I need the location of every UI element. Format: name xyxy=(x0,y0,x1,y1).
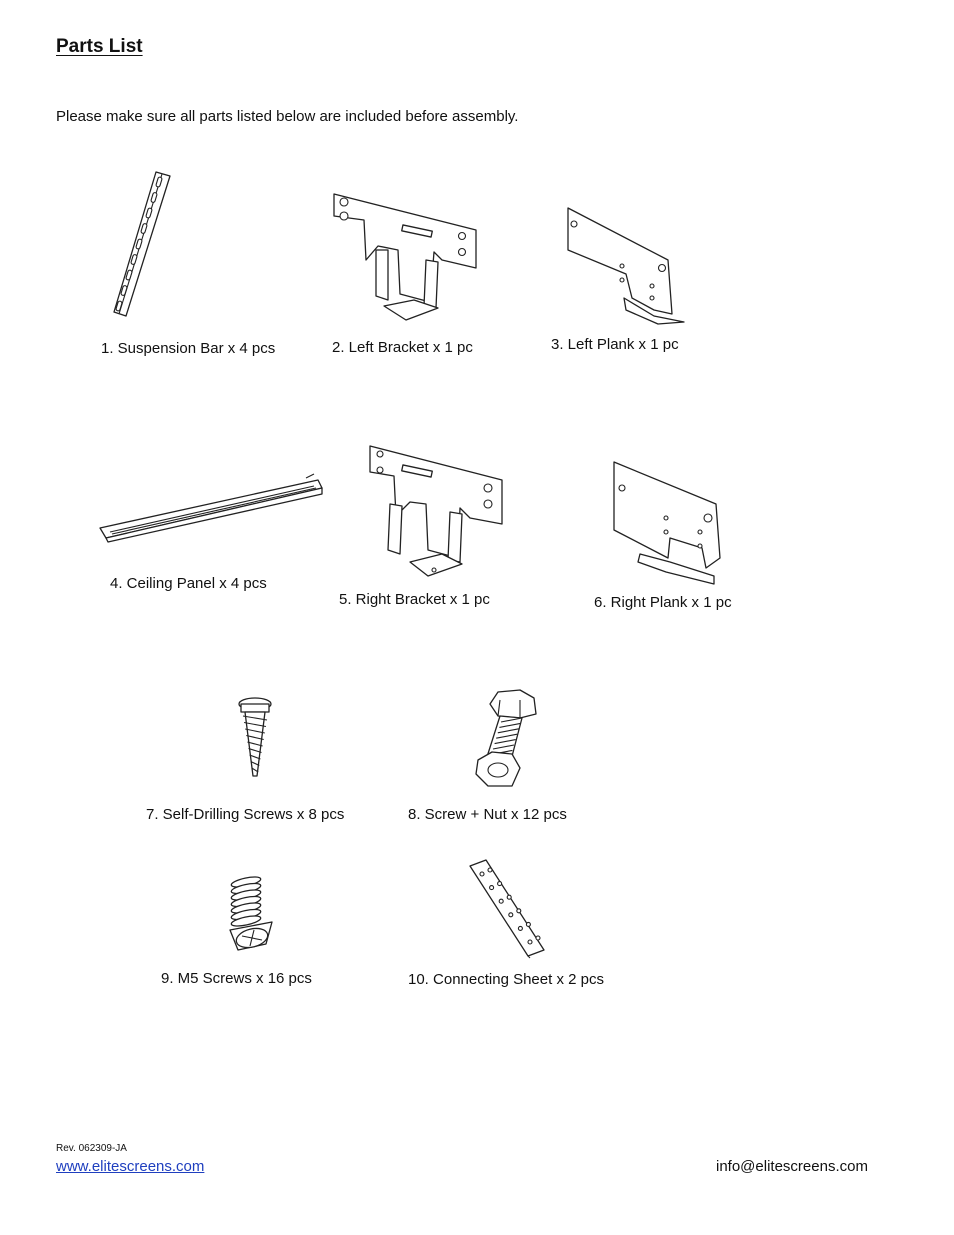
part-label-5: 5. Right Bracket x 1 pc xyxy=(339,591,490,608)
part-label-1: 1. Suspension Bar x 4 pcs xyxy=(101,340,276,357)
part-label-3: 3. Left Plank x 1 pc xyxy=(551,336,679,353)
screw-nut-icon xyxy=(470,688,546,792)
intro-text: Please make sure all parts listed below are included before assembly. xyxy=(56,108,519,125)
part-label-10: 10. Connecting Sheet x 2 pcs xyxy=(408,971,604,988)
left-bracket-icon xyxy=(330,190,480,324)
part-label-2: 2. Left Bracket x 1 pc xyxy=(332,339,473,356)
right-bracket-icon xyxy=(366,442,506,582)
right-plank-icon xyxy=(610,458,728,590)
part-label-4: 4. Ceiling Panel x 4 pcs xyxy=(110,575,267,592)
website-link[interactable]: www.elitescreens.com xyxy=(56,1158,205,1175)
self-drilling-screw-icon xyxy=(232,696,278,778)
part-label-8: 8. Screw + Nut x 12 pcs xyxy=(408,806,567,823)
contact-email: info@elitescreens.com xyxy=(716,1158,868,1175)
ceiling-panel-icon xyxy=(98,470,326,544)
part-label-6: 6. Right Plank x 1 pc xyxy=(594,594,732,611)
part-label-9: 9. M5 Screws x 16 pcs xyxy=(161,970,312,987)
suspension-bar-icon xyxy=(104,168,176,320)
connecting-sheet-icon xyxy=(468,858,548,960)
page-title: Parts List xyxy=(56,36,143,57)
m5-screw-icon xyxy=(220,876,278,952)
left-plank-icon xyxy=(564,206,688,326)
part-label-7: 7. Self-Drilling Screws x 8 pcs xyxy=(146,806,345,823)
revision-code: Rev. 062309-JA xyxy=(56,1143,127,1154)
